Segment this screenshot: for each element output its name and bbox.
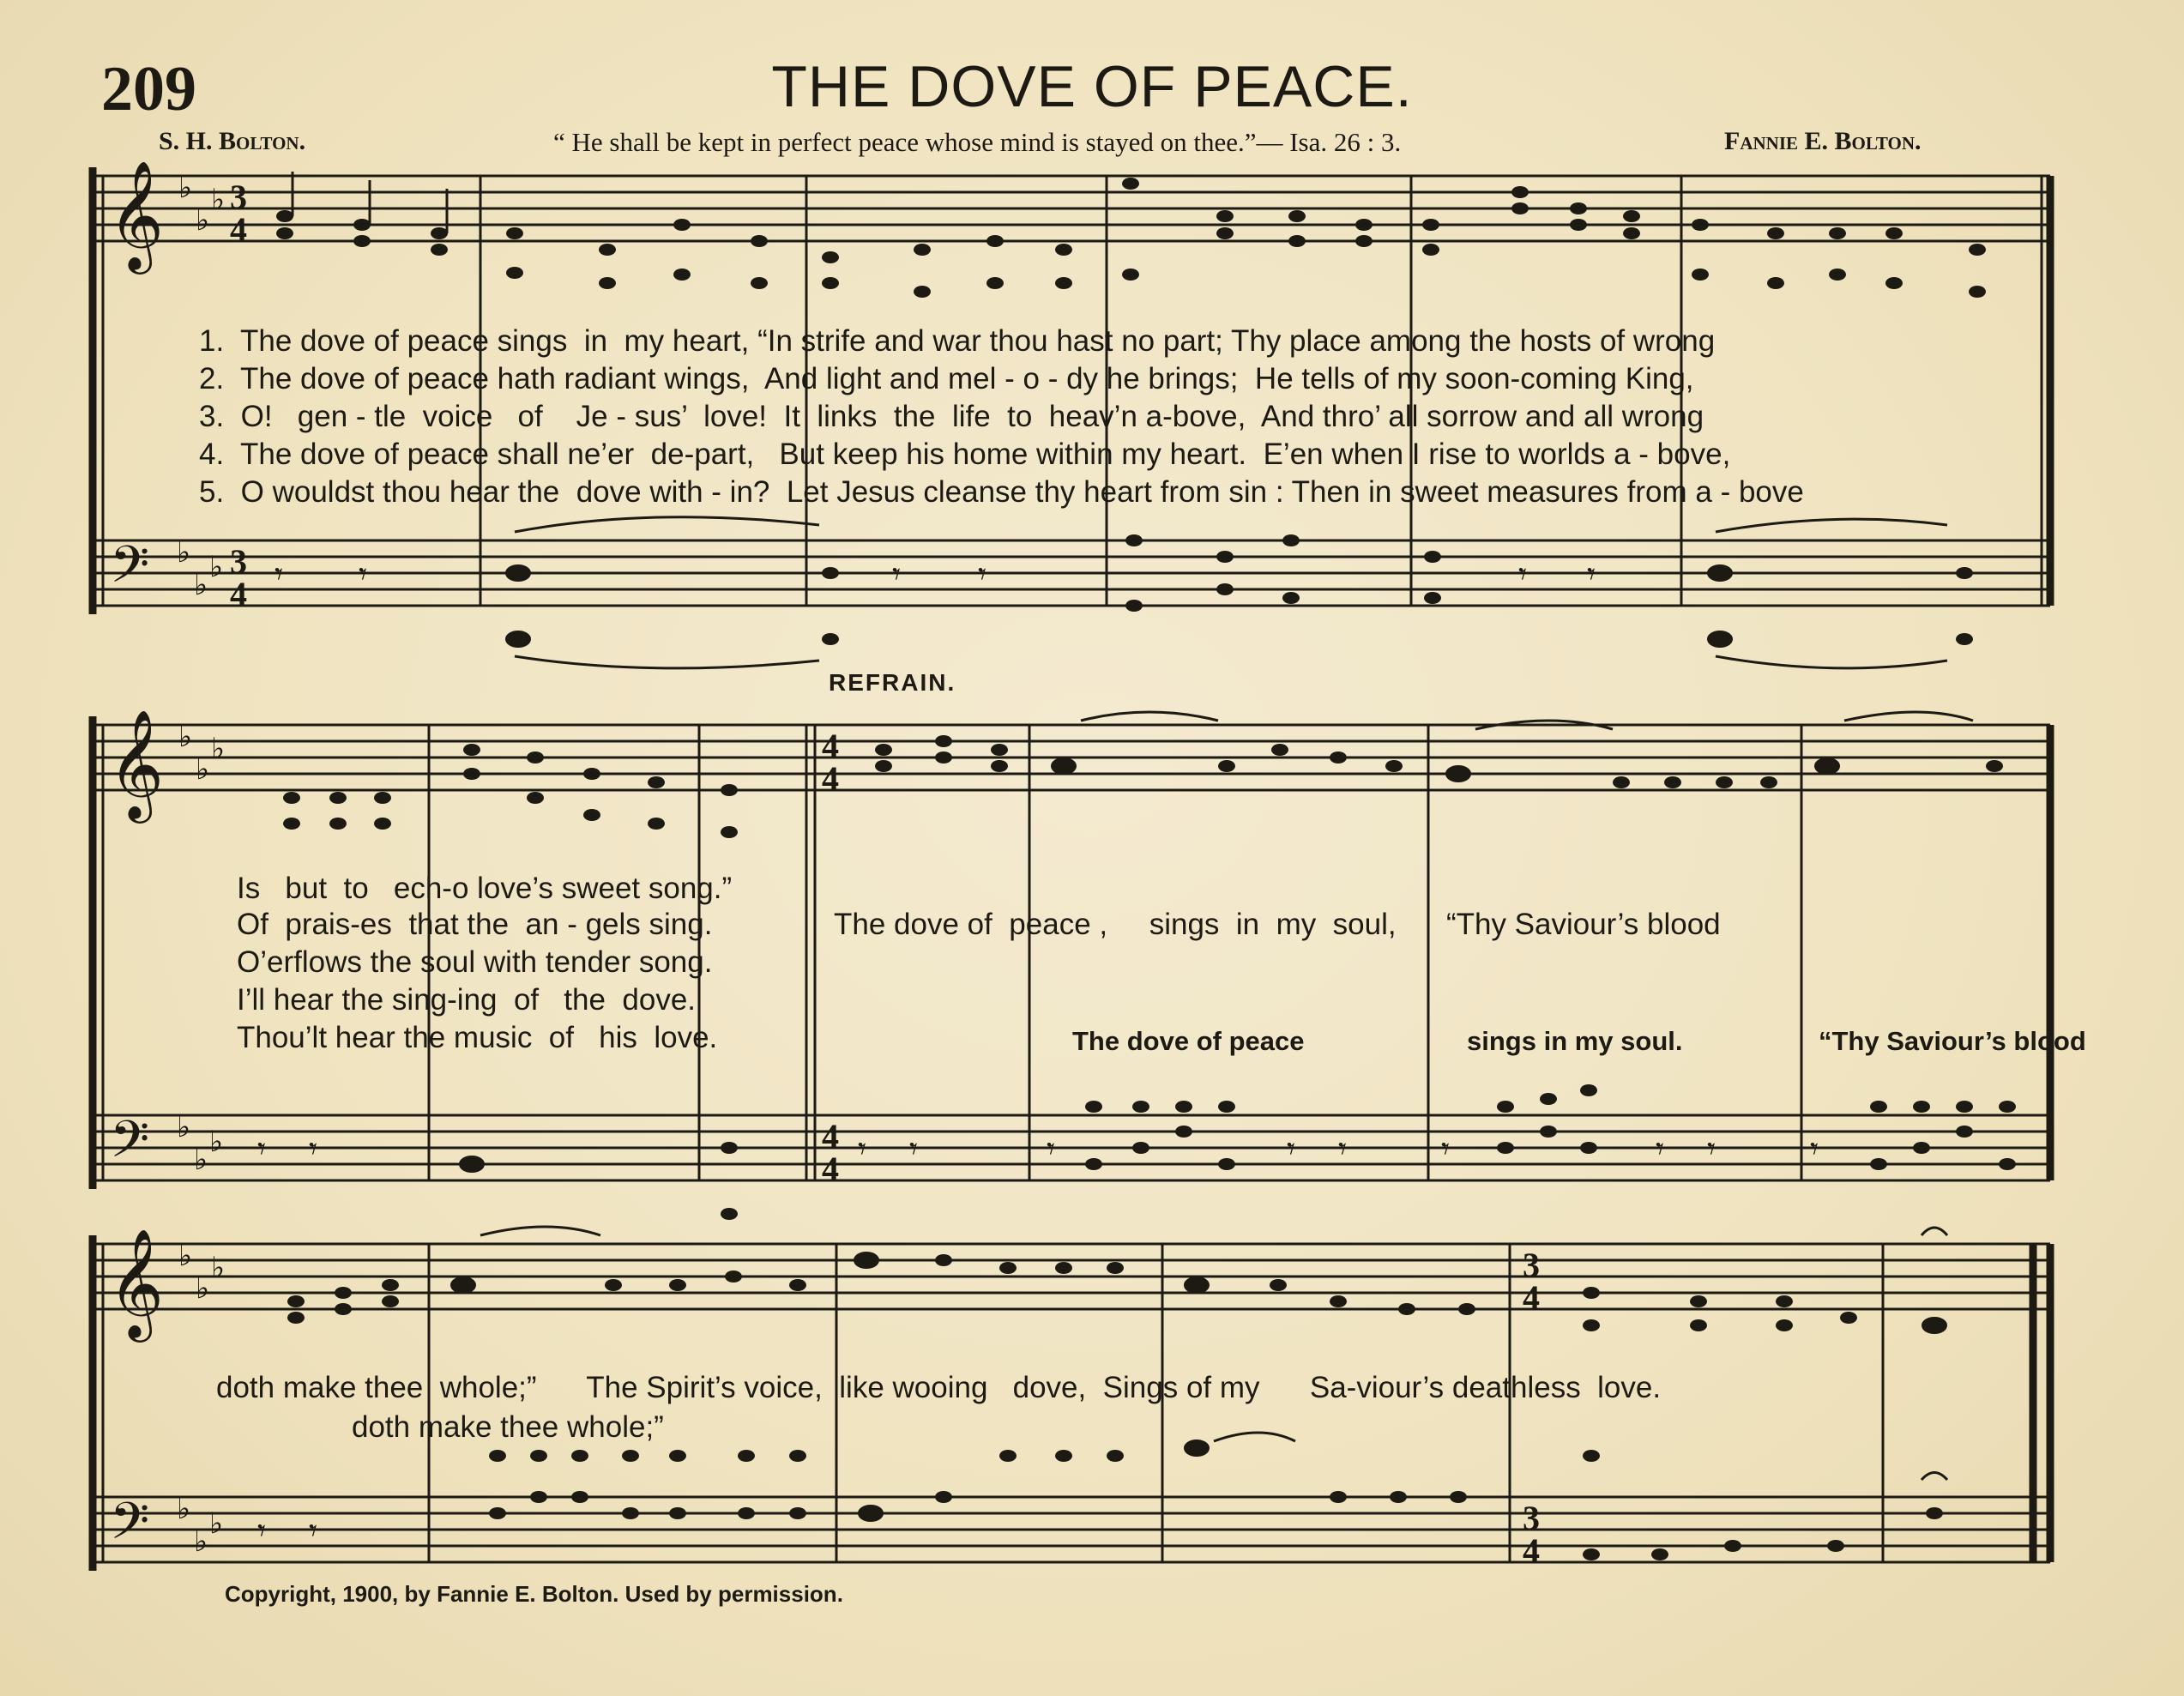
bass-clef-icon: 𝄢 xyxy=(110,534,150,607)
scripture-epigraph: “ He shall be kept in perfect peace whose mind is stayed on thee.”— Isa. 26 : 3. xyxy=(553,127,1402,157)
svg-text:♭: ♭ xyxy=(194,1143,208,1177)
svg-text:♭: ♭ xyxy=(177,1110,191,1144)
refrain-label: REFRAIN. xyxy=(829,669,956,696)
verse-2-line-1: 2. The dove of peace hath radiant wings, And light and mel - o - dy he brings; He tells of my soon-coming King, xyxy=(199,362,1694,395)
refrain-final-cue: doth make thee whole;” xyxy=(352,1410,664,1444)
svg-text:4: 4 xyxy=(822,1117,839,1156)
svg-text:♭: ♭ xyxy=(177,1492,191,1526)
svg-text:3: 3 xyxy=(1523,1246,1540,1284)
svg-text:𝄾: 𝄾 xyxy=(1707,1130,1716,1168)
svg-text:♭: ♭ xyxy=(196,1271,210,1306)
svg-text:♭: ♭ xyxy=(209,1125,224,1159)
refrain-soprano-line: The dove of peace , sings in my soul, “Thy Saviour’s blood xyxy=(834,908,1721,941)
hymn-number: 209 xyxy=(101,54,196,124)
svg-text:𝄾: 𝄾 xyxy=(909,1130,919,1168)
svg-text:𝄾: 𝄾 xyxy=(309,1512,318,1549)
notes-row-3 xyxy=(287,1227,1947,1332)
svg-text:𝄾: 𝄾 xyxy=(1656,1130,1665,1168)
verse-5-line-2: Thou’lt hear the music of his love. xyxy=(237,1021,718,1054)
svg-text:𝄾: 𝄾 xyxy=(275,555,284,593)
svg-text:♭: ♭ xyxy=(211,732,226,766)
svg-text:𝄾: 𝄾 xyxy=(1518,555,1528,593)
svg-text:𝄾: 𝄾 xyxy=(257,1130,267,1168)
svg-text:♭: ♭ xyxy=(211,1251,226,1285)
svg-text:4: 4 xyxy=(1523,1531,1540,1570)
svg-text:𝄾: 𝄾 xyxy=(257,1512,267,1549)
svg-text:♭: ♭ xyxy=(196,203,210,238)
refrain-final-line: doth make thee whole;” The Spirit’s voice, like wooing dove, Sings of my Sa-viour’s deathless love. xyxy=(216,1371,1662,1404)
svg-text:4: 4 xyxy=(230,575,247,613)
svg-text:4: 4 xyxy=(822,727,839,765)
verse-3-line-2: O’erflows the soul with tender song. xyxy=(237,945,713,979)
verse-1-line-2: Is but to ech-o love’s sweet song.” xyxy=(237,872,733,905)
svg-text:4: 4 xyxy=(822,759,839,798)
svg-text:𝄾: 𝄾 xyxy=(1810,1130,1819,1168)
svg-text:𝄾: 𝄾 xyxy=(1441,1130,1451,1168)
svg-text:♭: ♭ xyxy=(209,550,224,584)
refrain-bass-cue-1: The dove of peace xyxy=(1072,1026,1305,1056)
composer-credit: Fannie E. Bolton. xyxy=(1724,127,1922,155)
bass-notes-row-2 xyxy=(257,1084,2016,1220)
svg-text:3: 3 xyxy=(230,542,247,581)
svg-text:4: 4 xyxy=(1523,1278,1540,1317)
svg-text:𝄞: 𝄞 xyxy=(108,1228,165,1337)
svg-text:♭: ♭ xyxy=(194,1524,208,1559)
svg-text:4: 4 xyxy=(230,210,247,249)
refrain-bass-cue-2: sings in my soul. xyxy=(1467,1026,1683,1056)
svg-text:𝄾: 𝄾 xyxy=(1587,555,1596,593)
svg-text:𝄢: 𝄢 xyxy=(110,1491,150,1563)
refrain-bass-cue-3: “Thy Saviour’s blood xyxy=(1819,1026,2086,1056)
verse-3-line-1: 3. O! gen - tle voice of Je - sus’ love! It links the life to heav’n a-bove, And thro’ all sorrow and all wrong xyxy=(199,400,1704,433)
svg-text:3: 3 xyxy=(230,178,247,216)
svg-text:♭: ♭ xyxy=(196,752,210,787)
copyright-notice: Copyright, 1900, by Fannie E. Bolton. Used by permission. xyxy=(225,1581,843,1607)
treble-clef-icon: 𝄞 xyxy=(108,160,165,269)
svg-text:3: 3 xyxy=(1523,1499,1540,1537)
verse-1-line-1: 1. The dove of peace sings in my heart, “In strife and war thou hast no part; Thy place among the hosts of wrong xyxy=(199,324,1716,358)
svg-text:♭: ♭ xyxy=(194,568,208,602)
svg-text:𝄾: 𝄾 xyxy=(978,555,987,593)
svg-text:𝄾: 𝄾 xyxy=(1047,1130,1056,1168)
svg-text:♭: ♭ xyxy=(177,535,191,570)
svg-text:𝄾: 𝄾 xyxy=(1338,1130,1348,1168)
svg-text:𝄾: 𝄾 xyxy=(892,555,902,593)
hymn-title: THE DOVE OF PEACE. xyxy=(771,54,1413,119)
svg-text:♭: ♭ xyxy=(178,720,193,754)
svg-text:4: 4 xyxy=(822,1150,839,1188)
svg-text:𝄢: 𝄢 xyxy=(110,1109,150,1181)
svg-text:𝄾: 𝄾 xyxy=(1287,1130,1296,1168)
verse-4-line-2: I’ll hear the sing-ing of the dove. xyxy=(237,983,697,1017)
treble-staff xyxy=(93,176,2050,241)
svg-text:𝄾: 𝄾 xyxy=(359,555,368,593)
svg-text:𝄾: 𝄾 xyxy=(309,1130,318,1168)
bass-staff xyxy=(93,540,2050,606)
notes-row-1 xyxy=(276,172,1986,298)
verse-4-line-1: 4. The dove of peace shall ne’er de-part, But keep his home within my heart. E’en when I rise to worlds a - bove, xyxy=(199,438,1731,471)
svg-text:♭: ♭ xyxy=(211,183,226,217)
svg-text:𝄾: 𝄾 xyxy=(858,1130,867,1168)
verse-5-line-1: 5. O wouldst thou hear the dove with - in? Let Jesus cleanse thy heart from sin : Then in sweet measures from a - bove xyxy=(199,475,1804,509)
verse-2-line-2: Of prais-es that the an - gels sing. xyxy=(237,908,713,941)
svg-text:♭: ♭ xyxy=(178,1239,193,1273)
svg-text:♭: ♭ xyxy=(209,1506,224,1541)
svg-text:𝄞: 𝄞 xyxy=(108,709,165,818)
svg-text:♭: ♭ xyxy=(178,171,193,205)
lyricist-credit: S. H. Bolton. xyxy=(159,127,306,155)
